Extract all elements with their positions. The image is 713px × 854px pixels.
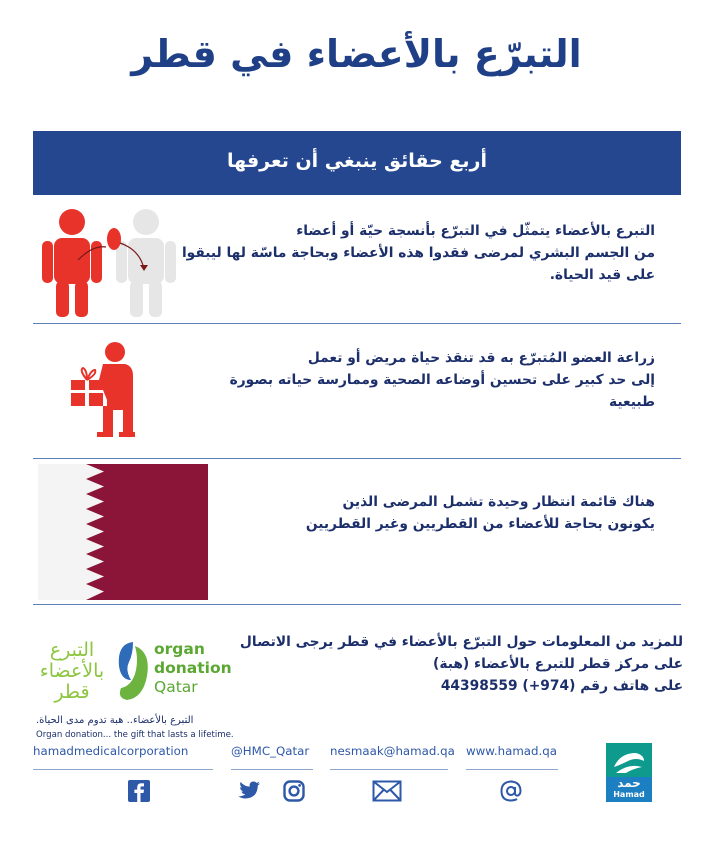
logo-ar-line-3: قطر <box>54 681 90 703</box>
website-contact[interactable] <box>466 744 557 804</box>
facebook-label[interactable]: hamadmedicalcorporation <box>33 744 189 758</box>
organ-transfer-illustration <box>38 205 188 320</box>
fact-2-line-3: طبيعية <box>608 394 655 410</box>
fact-2-line-2: إلى حد كبير على تحسين أوضاعه الصحية وممارسة حياته بصورة <box>229 372 655 388</box>
logo-ar-line-2: بالأعضاء <box>39 660 105 682</box>
qatar-flag <box>38 464 208 600</box>
phone-prefix: على هاتف رقم <box>580 678 683 694</box>
logo-en-line-1: organ <box>154 640 205 658</box>
contact-info-line-3 <box>240 675 683 697</box>
logo-en-line-2: donation <box>154 659 232 677</box>
divider <box>33 604 681 605</box>
contact-info-line-2: على مركز قطر للتبرع بالأعضاء (هبة) <box>433 656 683 672</box>
kidney-logo-icon <box>113 640 153 704</box>
logo-en-line-3: Qatar <box>154 678 198 696</box>
website-label[interactable]: www.hamad.qa <box>466 744 557 758</box>
organ-donation-qatar-logo <box>36 640 236 740</box>
twitter-contact[interactable] <box>231 744 309 804</box>
at-icon[interactable] <box>500 780 522 802</box>
contact-info <box>240 631 683 697</box>
logo-arabic-text <box>36 640 108 703</box>
fact-3-line-1: هناك قائمة انتظار وحيدة تشمل المرضى الذين <box>342 494 655 510</box>
divider <box>231 769 313 770</box>
facts-banner <box>33 131 681 195</box>
tagline-arabic: التبرع بالأعضاء.. هبة تدوم مدى الحياة. <box>36 715 194 726</box>
fact-1-line-1: التبرع بالأعضاء يتمثّل في التبرّع بأنسجة حيّة أو أعضاء <box>296 223 655 239</box>
banner-title: أربع حقائق ينبغي أن تعرفها <box>227 150 487 172</box>
hamad-logo <box>606 743 652 802</box>
contact-info-line-1: للمزيد من المعلومات حول التبرّع بالأعضاء في قطر يرجى الاتصال <box>239 634 683 650</box>
fact-1 <box>33 195 681 323</box>
divider <box>466 769 558 770</box>
divider <box>330 769 448 770</box>
twitter-icon[interactable] <box>237 780 261 802</box>
hamad-logo-en: Hamad <box>613 790 645 799</box>
fact-2-line-1: زراعة العضو المُتبرّع به قد تنقذ حياة مريض أو تعمل <box>307 350 655 366</box>
email-label[interactable]: nesmaak@hamad.qa <box>330 744 455 758</box>
instagram-icon[interactable] <box>283 780 305 802</box>
fact-2 <box>33 323 681 458</box>
email-contact[interactable] <box>330 744 455 804</box>
fact-1-line-3: على قيد الحياة. <box>549 267 655 283</box>
logo-english-text <box>154 640 232 697</box>
phone-number[interactable]: 44398559 (+974) <box>440 678 576 694</box>
divider <box>33 769 213 770</box>
tagline-english: Organ donation... the gift that lasts a lifetime. <box>36 730 234 740</box>
fact-1-line-2: من الجسم البشري لمرضى فقدوا هذه الأعضاء وبحاجة ماسّة لها ليبقوا <box>181 245 655 261</box>
facebook-icon[interactable] <box>128 780 150 802</box>
twitter-label[interactable]: @HMC_Qatar <box>231 744 310 758</box>
fact-3-line-2: يكونون بحاجة للأعضاء من القطريين وغير القطريين <box>305 516 655 532</box>
page-title: التبرّع بالأعضاء في قطر <box>131 32 582 76</box>
hamad-logo-ar: حمد <box>617 776 641 790</box>
gift-giver-illustration <box>63 340 143 440</box>
logo-ar-line-1: التبرع <box>49 639 95 661</box>
fact-3 <box>33 458 681 604</box>
facebook-contact[interactable] <box>33 744 188 804</box>
social-contacts <box>33 744 593 804</box>
email-icon[interactable] <box>372 780 402 802</box>
